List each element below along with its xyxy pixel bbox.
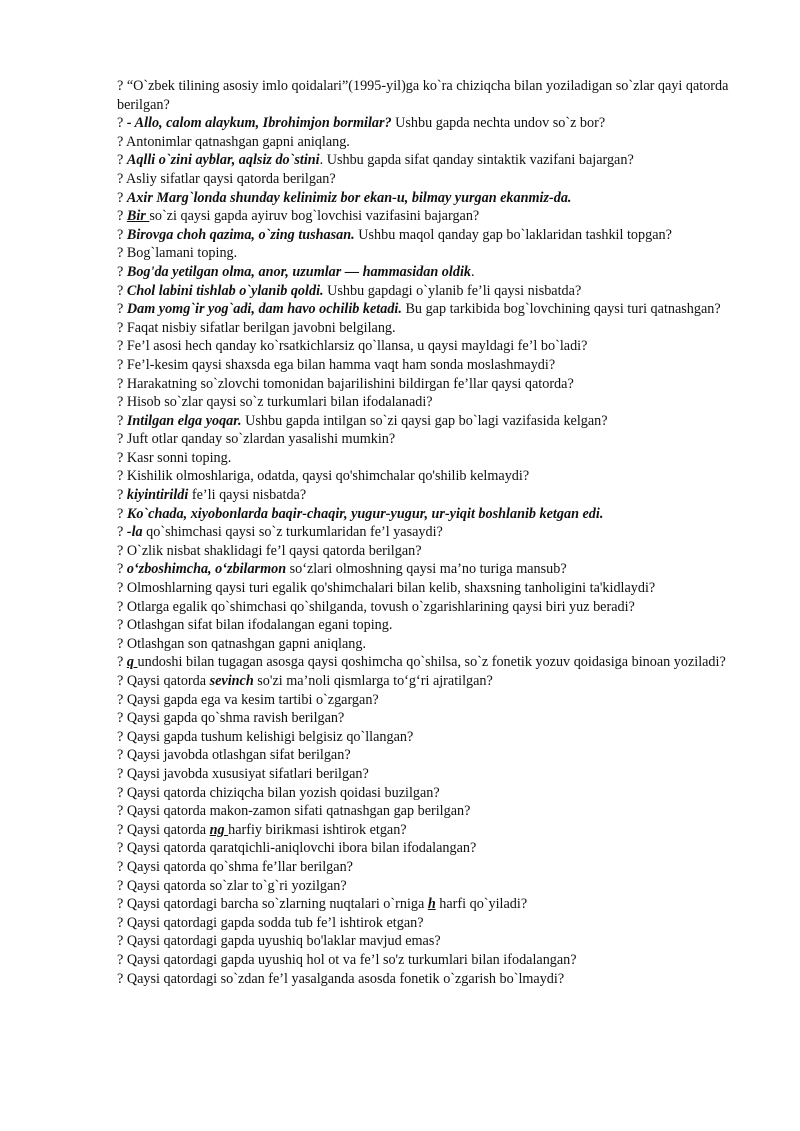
question-item [117, 542, 737, 561]
question-text: Bu gap tarkibida bog`lovchining qaysi turi qatnashgan? [401, 301, 721, 318]
emphasized-text: kiyintirildi [126, 487, 189, 504]
question-text: Ushbu gapda nechta undov so`z bor? [391, 115, 606, 132]
question-item [117, 282, 737, 301]
question-item [117, 914, 737, 933]
question-text: ? Faqat nisbiy sifatlar berilgan javobni belgilang. [117, 319, 396, 336]
question-item [117, 189, 737, 208]
question-text: ? Kasr sonni toping. [117, 449, 232, 466]
question-text: ? Qaysi qatorda makon-zamon sifati qatnashgan gap berilgan? [117, 803, 471, 820]
question-text: ? Fe’l-kesim qaysi shaxsda ega bilan hamma vaqt ham sonda moslashmaydi? [117, 356, 556, 373]
question-text: Ushbu gapda intilgan so`zi qaysi gap bo`lagi vazifasida kelgan? [241, 412, 608, 429]
question-text: ? [117, 115, 127, 132]
question-text: ? [117, 524, 127, 541]
question-text: ? Hisob so`zlar qaysi so`z turkumlari bilan ifodalanadi? [117, 394, 433, 411]
question-item [117, 523, 737, 542]
emphasized-text: Dam yomg`ir yog`adi, dam havo ochilib ketadi. [126, 301, 402, 318]
question-item [117, 970, 737, 989]
question-item [117, 467, 737, 486]
question-item [117, 114, 737, 133]
question-text: ? Qaysi javobda otlashgan sifat berilgan? [117, 747, 351, 764]
question-text: ? Qaysi qatordagi gapda sodda tub fe’l ishtirok etgan? [117, 914, 424, 931]
question-item [117, 598, 737, 617]
question-item [117, 375, 737, 394]
question-item [117, 877, 737, 896]
emphasized-text: q [126, 654, 138, 671]
question-text: ? Bog`lamani toping. [117, 245, 238, 262]
question-item [117, 635, 737, 654]
question-text: ? Qaysi gapda qo`shma ravish berilgan? [117, 710, 345, 727]
question-text: ? Qaysi qatorda so`zlar to`g`ri yozilgan? [117, 877, 347, 894]
question-text: ? Qaysi qatordagi barcha so`zlarning nuqtalari o`rniga [117, 896, 428, 913]
question-text: ? Fe’l asosi hech qanday ko`rsatkichlarsiz qo`llansa, u qaysi mayldagi fe’l bo`ladi? [117, 338, 588, 355]
question-text: ? [117, 301, 127, 318]
emphasized-text: ng [209, 821, 229, 838]
question-text: ? Antonimlar qatnashgan gapni aniqlang. [117, 133, 350, 150]
question-item [117, 784, 737, 803]
question-item [117, 839, 737, 858]
question-text: so'zi ma’noli qismlarga to‘g‘ri ajratilgan? [253, 673, 493, 689]
emphasized-text: sevinch [209, 673, 254, 689]
question-text: ? Qaysi qatordagi gapda uyushiq bo'laklar mavjud emas? [117, 933, 441, 950]
question-item [117, 653, 737, 672]
emphasized-text: Ko`chada, xiyobonlarda baqir-chaqir, yugur-yugur, ur-yiqit boshlanib ketgan edi. [126, 505, 604, 522]
question-item [117, 226, 737, 245]
emphasized-text: Chol labini tishlab o`ylanib qoldi. [126, 282, 324, 299]
emphasized-text: Aqlli o`zini ayblar, aqlsiz do`stini [126, 152, 320, 169]
question-text: so‘zlari olmoshning qaysi ma’no turiga mansub? [286, 561, 567, 578]
question-text: ? [117, 226, 127, 243]
question-item [117, 133, 737, 152]
question-item [117, 858, 737, 877]
question-text: ? Kishilik olmoshlariga, odatda, qaysi qo'shimchalar qo'shilib kelmaydi? [117, 468, 530, 485]
question-text: ? [117, 561, 127, 578]
question-item [117, 821, 737, 840]
question-item [117, 170, 737, 189]
question-text: ? Qaysi qatorda chiziqcha bilan yozish qoidasi buzilgan? [117, 784, 440, 801]
question-item [117, 802, 737, 821]
question-item [117, 449, 737, 468]
question-text: Ushbu gapdagi o`ylanib fe’li qaysi nisbatda? [323, 282, 582, 299]
question-text: ? [117, 487, 127, 504]
question-item [117, 505, 737, 524]
question-item [117, 356, 737, 375]
question-item [117, 728, 737, 747]
question-text: ? Juft otlar qanday so`zlardan yasalishi mumkin? [117, 431, 396, 448]
emphasized-text: Birovga choh qazima, o`zing tushasan. [126, 226, 355, 243]
question-text: fe’li qaysi nisbatda? [188, 487, 307, 504]
question-text: ? [117, 189, 127, 206]
question-text: Ushbu maqol qanday gap bo`laklaridan tashkil topgan? [354, 226, 672, 243]
question-item [117, 263, 737, 282]
question-text: ? [117, 263, 127, 280]
emphasized-text: Bog'da yetilgan olma, anor, uzumlar — hammasidan oldik [126, 263, 471, 280]
emphasized-text: Axir Marg`londa shunday kelinimiz bor ekan-u, bilmay yurgan ekanmiz-da. [126, 189, 572, 206]
question-text: ? Qaysi qatorda qo`shma fe’llar berilgan? [117, 858, 353, 875]
question-item [117, 895, 737, 914]
question-item [117, 932, 737, 951]
question-text: qo`shimchasi qaysi so`z turkumlaridan fe’l yasaydi? [142, 524, 443, 541]
question-item [117, 244, 737, 263]
question-item [117, 412, 737, 431]
question-text: ? Qaysi javobda xususiyat sifatlari berilgan? [117, 765, 369, 782]
question-item [117, 393, 737, 412]
emphasized-text: h [427, 896, 436, 913]
question-item [117, 691, 737, 710]
question-item [117, 151, 737, 170]
question-item [117, 672, 737, 691]
question-text: ? Qaysi qatorda [117, 821, 210, 838]
question-text: harfi qo`yiladi? [435, 896, 528, 913]
question-text: ? O`zlik nisbat shaklidagi fe’l qaysi qatorda berilgan? [117, 542, 422, 559]
question-text: . Ushbu gapda sifat qanday sintaktik vazifani bajargan? [319, 152, 634, 169]
question-text: ? [117, 654, 127, 671]
question-text: ? Qaysi qatordagi so`zdan fe’l yasalganda asosda fonetik o`zgarish bo`lmaydi? [117, 970, 565, 987]
emphasized-text: - Allo, calom alaykum, Ibrohimjon bormilar? [126, 115, 392, 132]
question-text: ? Asliy sifatlar qaysi qatorda berilgan? [117, 170, 336, 187]
question-list [117, 77, 737, 988]
question-item [117, 486, 737, 505]
question-item [117, 709, 737, 728]
question-text: ? Qaysi qatordagi gapda uyushiq hol ot va fe’l so'z turkumlari bilan ifodalangan? [117, 951, 577, 968]
question-text: ? Otlarga egalik qo`shimchasi qo`shilganda, tovush o`zgarishlarining qaysi biri yuz beradi? [117, 598, 635, 615]
question-text: ? [117, 208, 127, 225]
question-text: harfiy birikmasi ishtirok etgan? [228, 821, 407, 838]
question-item [117, 319, 737, 338]
question-text: ? Otlashgan son qatnashgan gapni aniqlang. [117, 635, 367, 652]
question-text: ? Qaysi qatorda [117, 673, 210, 689]
question-text: ? Olmoshlarning qaysi turi egalik qo'shimchalari bilan kelib, shaxsning tanholigini ta'kidlaydi? [117, 580, 656, 597]
question-item [117, 207, 737, 226]
emphasized-text: o‘zboshimcha, o‘zbilarmon [126, 561, 287, 578]
question-item [117, 579, 737, 598]
question-text: ? [117, 412, 127, 429]
emphasized-text: Bir [126, 208, 150, 225]
question-text: undoshi bilan tugagan asosga qaysi qoshimcha qo`shilsa, so`z fonetik yozuv qoidasiga binoan yoziladi? [137, 654, 726, 671]
question-item [117, 430, 737, 449]
question-item [117, 300, 737, 319]
question-text: ? [117, 505, 127, 522]
question-text: ? [117, 282, 127, 299]
question-item [117, 560, 737, 579]
question-text: ? “O`zbek tilining asosiy imlo qoidalari”(1995-yil)ga ko`ra chiziqcha bilan yoziladigan so`zlar qayi qatorda berilgan? [117, 78, 729, 113]
question-text: so`zi qaysi gapda ayiruv bog`lovchisi vazifasini bajargan? [149, 208, 480, 225]
question-text: ? Qaysi qatorda qaratqichli-aniqlovchi ibora bilan ifodalangan? [117, 840, 477, 857]
question-text: ? [117, 152, 127, 169]
question-item [117, 77, 737, 114]
question-item [117, 765, 737, 784]
question-item [117, 616, 737, 635]
question-item [117, 337, 737, 356]
question-text: ? Harakatning so`zlovchi tomonidan bajarilishini bildirgan fe’llar qaysi qatorda? [117, 375, 574, 392]
question-text: ? Qaysi gapda ega va kesim tartibi o`zgargan? [117, 691, 379, 708]
question-text: ? Otlashgan sifat bilan ifodalangan egani toping. [117, 617, 393, 634]
emphasized-text: -la [126, 524, 143, 541]
question-text: ? Qaysi gapda tushum kelishigi belgisiz qo`llangan? [117, 728, 414, 745]
emphasized-text: Intilgan elga yoqar. [126, 412, 242, 429]
question-text: . [470, 263, 475, 280]
question-item [117, 951, 737, 970]
question-item [117, 746, 737, 765]
